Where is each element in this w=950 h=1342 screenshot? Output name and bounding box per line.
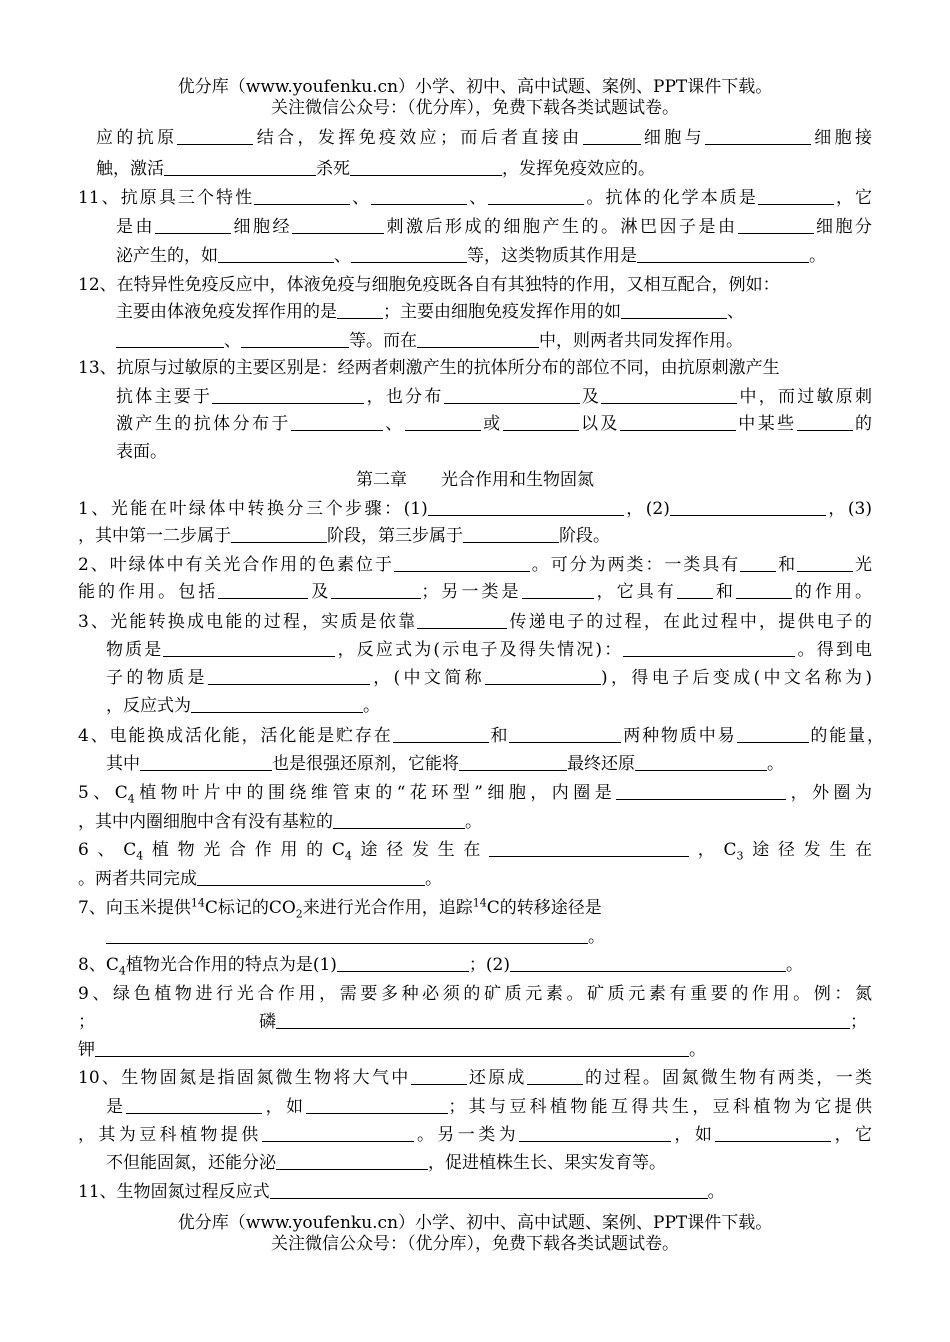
blank xyxy=(254,187,350,205)
footer-line-2: 关注微信公众号：（优分库），免费下载各类试题试卷。 xyxy=(271,1234,679,1254)
blank xyxy=(270,1181,708,1199)
blank xyxy=(164,158,316,176)
blank xyxy=(241,330,349,348)
blank xyxy=(758,187,834,205)
blank xyxy=(371,187,467,205)
blank xyxy=(140,753,272,771)
blank xyxy=(601,386,737,404)
c3-line-4: ，反应式为 。 xyxy=(106,696,380,716)
c2-line-2: 能的作用。包括 及 ；另一类是 ，它具有 和 的作用。 xyxy=(78,582,873,602)
header-line-1: 优分库（www.youfenku.cn）小学、初中、高中试题、案例、PPT课件下载。 xyxy=(177,77,773,97)
blank xyxy=(411,1067,467,1085)
q12-line-3: 、 等。而在 中，则两者共同发挥作用。 xyxy=(116,329,743,353)
c1-line-2: ，其中第一二步属于 阶段，第三步属于 阶段。 xyxy=(78,526,610,546)
blank xyxy=(394,554,530,572)
c5-line-1: 5、$C_4$植物叶片中的围绕维管束的“花环型”细胞，内圈是 ，外圈为 xyxy=(78,783,872,806)
blank xyxy=(276,1011,850,1029)
blank xyxy=(177,127,253,145)
c10-line-3: ，其为豆科植物提供 。另一类为 ，如 ，它 xyxy=(78,1125,873,1145)
c3-line-2: 物质是 ，反应式为(示电子及得失情况)： 。得到电 xyxy=(106,640,873,660)
blank xyxy=(428,498,624,516)
q12-line-2: 主要由体液免疫发挥作用的是 ；主要由细胞免疫发挥作用的如 、 xyxy=(116,302,744,322)
blank xyxy=(519,1124,671,1142)
blank xyxy=(155,216,231,234)
blank xyxy=(208,667,370,685)
blank xyxy=(116,330,224,348)
blank xyxy=(276,1152,428,1170)
c4-line-1: 4、电能换成活化能，活化能是贮存在 和 两种物质中易 的能量， xyxy=(78,726,885,746)
c6-line-1: 6、$C_4$植物光合作用的$C_4$途径发生在 ，$C_3$途径发生在 xyxy=(78,840,873,863)
blank xyxy=(218,245,334,263)
blank xyxy=(485,667,601,685)
c6-line-2: 。两者共同完成 。 xyxy=(78,869,442,889)
c4-line-2: 其中 也是很强还原剂，它能将 最终还原 。 xyxy=(106,754,784,774)
blank xyxy=(417,611,507,629)
blank xyxy=(738,216,814,234)
blank xyxy=(705,127,811,145)
blank xyxy=(488,187,584,205)
blank xyxy=(797,554,853,572)
q13-line-1: 13、抗原与过敏原的主要区别是：经两者刺激产生的抗体所分布的部位不同，由抗原刺激产生 xyxy=(78,358,780,378)
blank xyxy=(623,639,795,657)
c9-line-2: ； 磷 ； xyxy=(78,1012,867,1032)
q10-line-1: 应的抗原 结合，发挥免疫效应；而后者直接由 细胞与 细胞接 xyxy=(96,128,873,148)
blank xyxy=(231,525,327,543)
blank xyxy=(405,413,481,431)
blank xyxy=(95,1039,689,1057)
blank xyxy=(522,581,594,599)
c11-line-1: 11、生物固氮过程反应式 。 xyxy=(78,1182,725,1202)
q13-line-3: 激产生的抗体分布于 、 或 以及 中某些 的 xyxy=(116,414,873,434)
blank xyxy=(262,1124,414,1142)
blank xyxy=(621,301,727,319)
blank xyxy=(670,498,826,516)
blank xyxy=(337,301,383,319)
blank xyxy=(489,839,689,857)
blank xyxy=(292,216,384,234)
blank xyxy=(417,330,539,348)
chapter-title: 第二章 光合作用和生物固氮 xyxy=(356,470,594,490)
blank xyxy=(510,954,786,972)
blank xyxy=(306,1096,448,1114)
blank xyxy=(191,695,363,713)
blank xyxy=(635,753,767,771)
blank xyxy=(509,725,621,743)
blank xyxy=(351,245,467,263)
blank xyxy=(393,725,489,743)
blank xyxy=(736,581,792,599)
c8-line-1: 8、$C_4$植物光合作用的特点为是(1) ；(2) 。 xyxy=(78,955,804,978)
c9-line-1: 9、绿色植物进行光合作用，需要多种必须的矿质元素。矿质元素有重要的作用。例：氮 xyxy=(78,984,872,1004)
blank xyxy=(459,753,567,771)
q13-line-2: 抗体主要于 ，也分布 及 中，而过敏原刺 xyxy=(116,387,873,407)
header-line-2: 关注微信公众号：（优分库），免费下载各类试题试卷。 xyxy=(271,98,679,118)
blank xyxy=(212,386,364,404)
blank xyxy=(797,413,853,431)
c7-line-2: 。 xyxy=(106,925,605,949)
c3-line-3: 子的物质是 ，(中文简称 )，得电子后变成(中文名称为) xyxy=(106,668,873,688)
c9-line-3: 钾 。 xyxy=(78,1040,706,1060)
q10-line-2: 触，激活 杀死 ，发挥免疫效应的。 xyxy=(96,159,655,179)
q12-line-1: 12、在特异性免疫反应中，体液免疫与细胞免疫既各自有其独特的作用，又相互配合，例如： xyxy=(78,275,780,295)
blank xyxy=(527,1067,583,1085)
c10-line-2: 是 ，如 ；其与豆科植物能互得共生，豆科植物为它提供 xyxy=(106,1097,873,1117)
blank xyxy=(503,413,579,431)
q11-line-3: 泌产生的，如 、 等，这类物质其作用是 。 xyxy=(116,246,826,266)
blank xyxy=(331,581,421,599)
blank xyxy=(583,127,641,145)
blank xyxy=(106,926,588,944)
c1-line-1: 1、光能在叶绿体中转换分三个步骤：(1) ，(2) ，(3) xyxy=(78,499,872,519)
blank xyxy=(677,581,713,599)
blank xyxy=(620,413,736,431)
blank xyxy=(163,639,335,657)
c10-line-4: 不但能固氮，还能分泌 ，促进植株生长、果实发育等。 xyxy=(106,1153,666,1173)
q13-line-4: 表面。 xyxy=(116,442,167,462)
c7-line-1: 7、向玉米提供$^{14}$C标记的$CO_2$来进行光合作用，追踪$^{14}$C的转移途径是 xyxy=(78,896,602,921)
c3-line-1: 3、光能转换成电能的过程，实质是依靠 传递电子的过程，在此过程中，提供电子的 xyxy=(78,612,872,632)
blank xyxy=(463,525,559,543)
blank xyxy=(350,158,502,176)
c10-line-1: 10、生物固氮是指固氮微生物将大气中 还原成 的过程。固氮微生物有两类，一类 xyxy=(78,1068,873,1088)
blank xyxy=(218,581,308,599)
blank xyxy=(337,954,469,972)
blank xyxy=(737,725,809,743)
blank xyxy=(637,245,809,263)
blank xyxy=(197,868,425,886)
blank xyxy=(616,782,786,800)
q11-line-1: 11、抗原具三个特性 、 、 。抗体的化学本质是 ，它 xyxy=(78,188,872,208)
blank xyxy=(444,386,580,404)
blank xyxy=(740,554,776,572)
c2-line-1: 2、叶绿体中有关光合作用的色素位于 。可分为两类：一类具有 和 光 xyxy=(78,555,873,575)
c5-line-2: ，其中内圈细胞中含有没有基粒的 。 xyxy=(78,812,482,832)
blank xyxy=(715,1124,831,1142)
blank xyxy=(126,1096,262,1114)
q11-line-2: 是由 细胞经 刺激后形成的细胞产生的。淋巴因子是由 细胞分 xyxy=(116,217,872,237)
blank xyxy=(333,811,465,829)
footer-line-1: 优分库（www.youfenku.cn）小学、初中、高中试题、案例、PPT课件下载。 xyxy=(177,1213,773,1233)
blank xyxy=(291,413,383,431)
